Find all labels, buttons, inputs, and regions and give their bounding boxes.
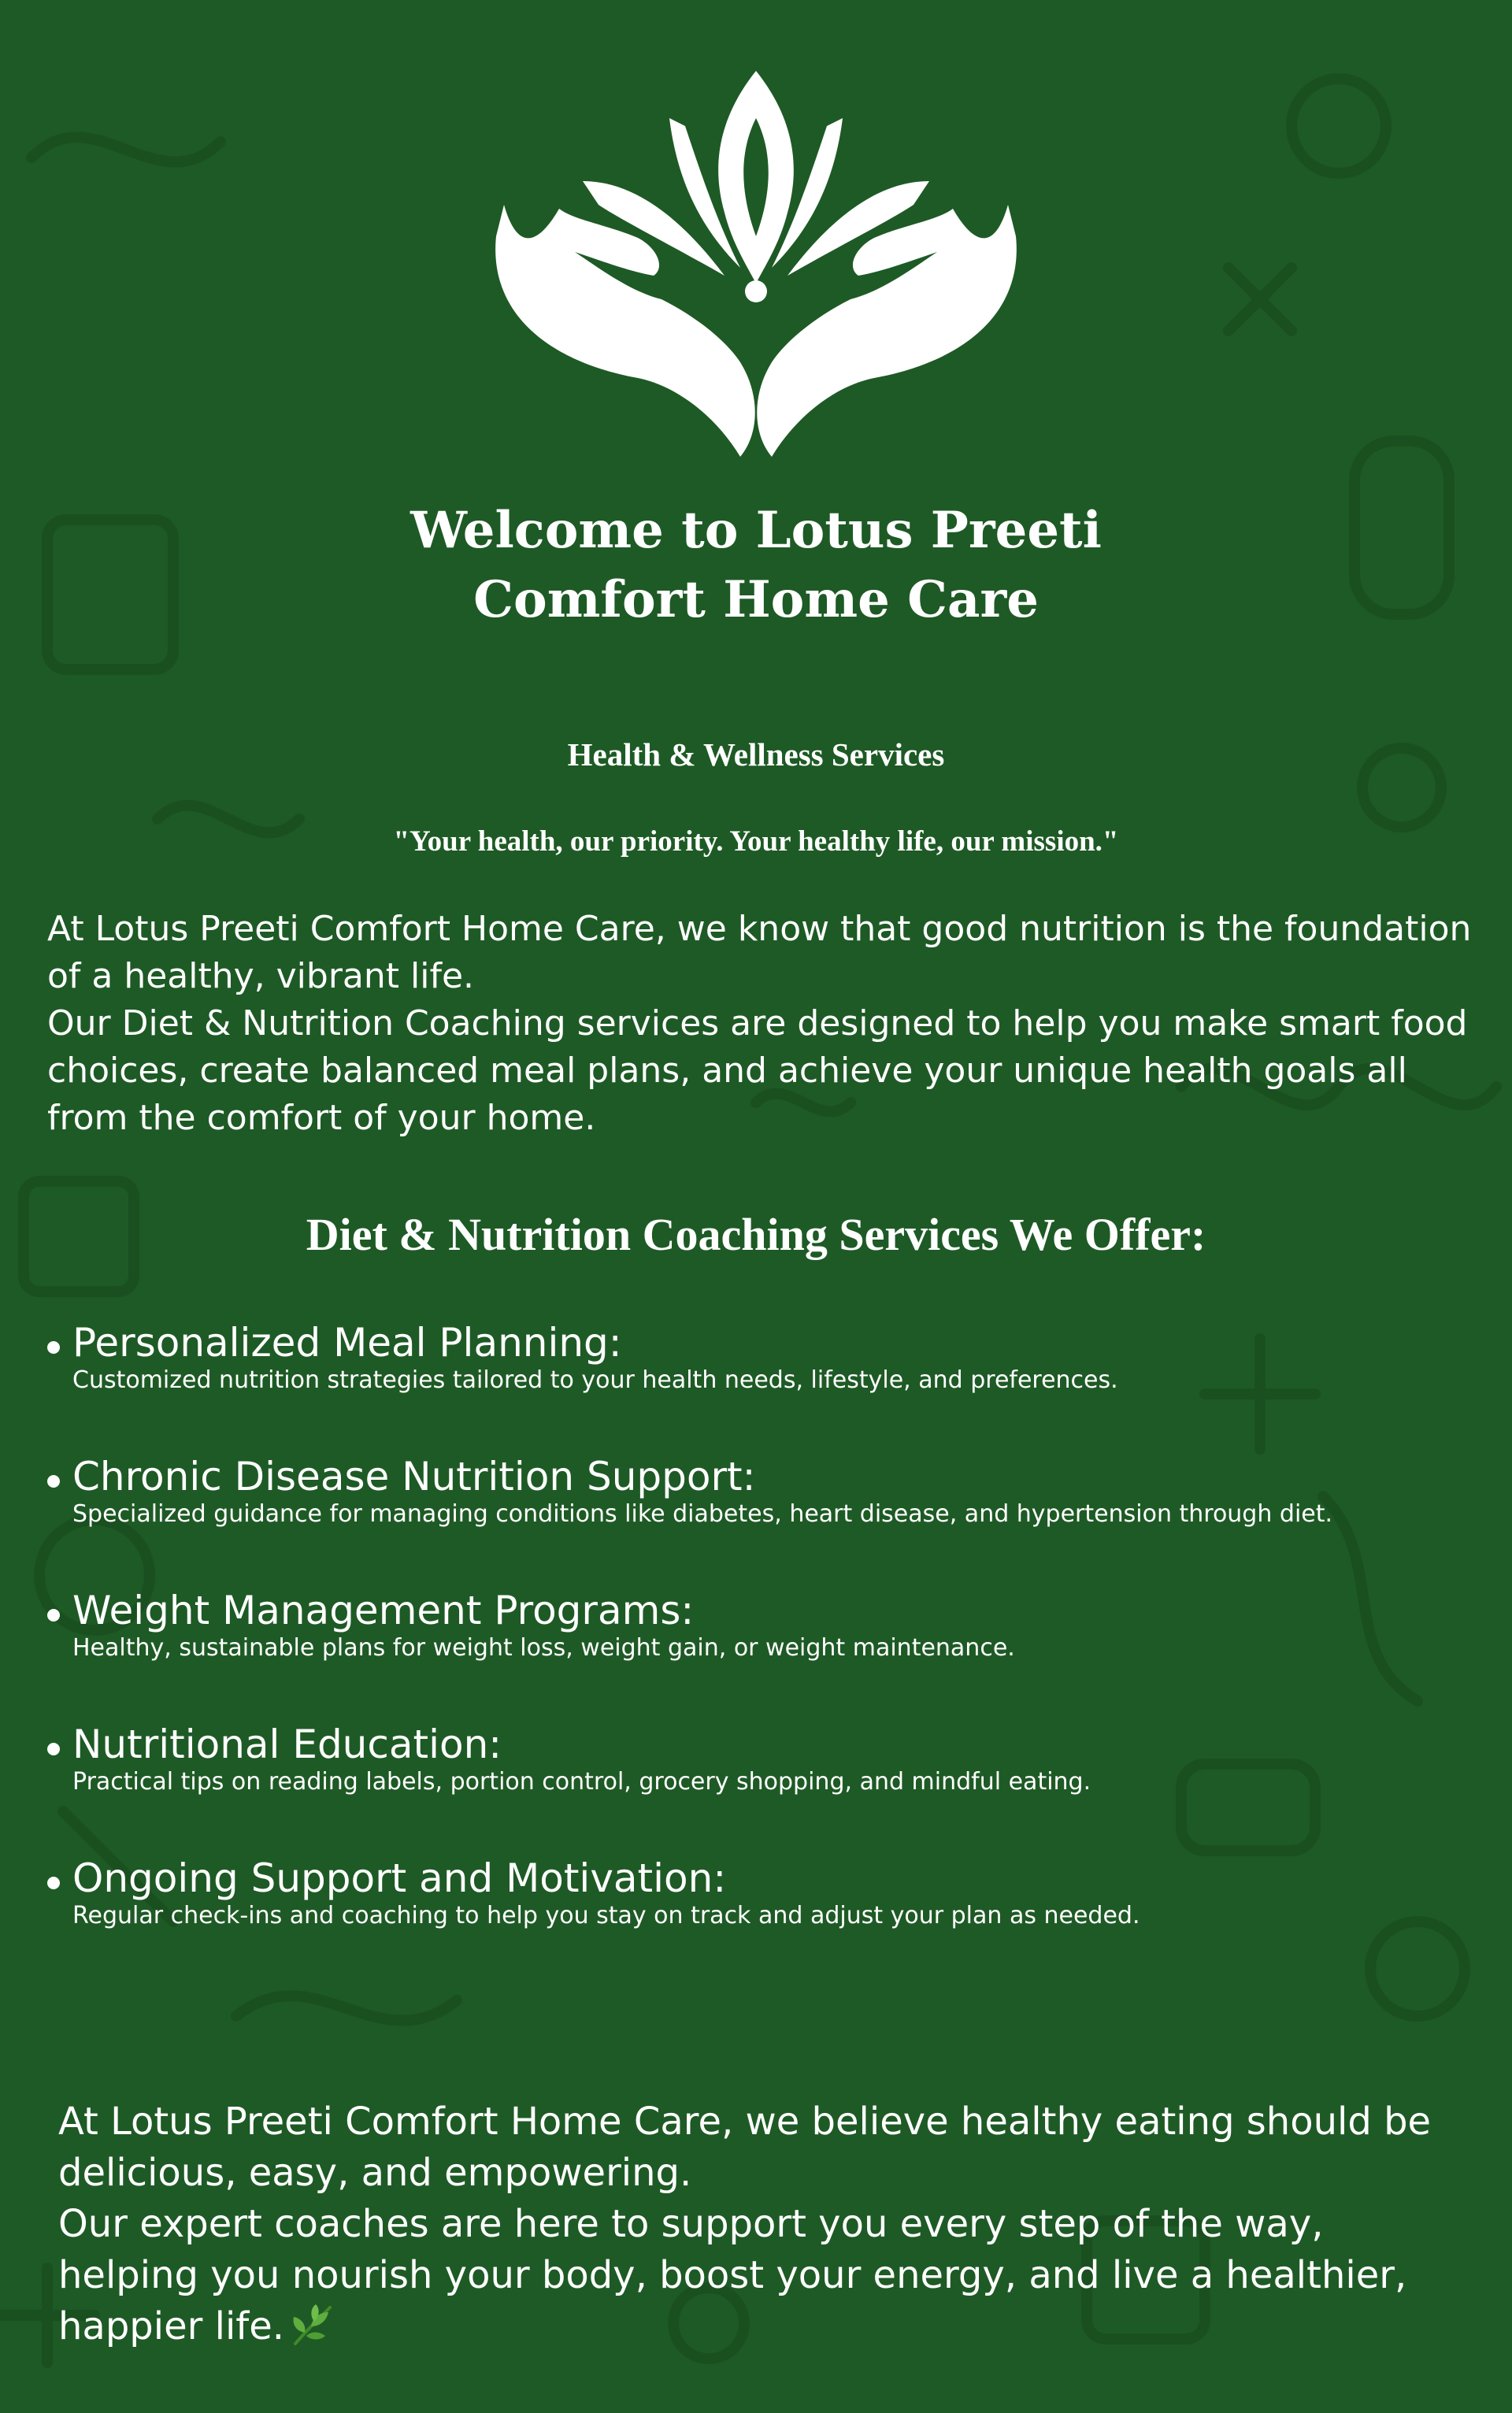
service-title: Personalized Meal Planning: [72, 1320, 622, 1366]
intro-paragraph-2: Our Diet & Nutrition Coaching services are designed to help you make smart food choices, create balanced meal plans, and achieve your unique health goals all from the comfort of your home. [47, 1003, 1468, 1138]
section-subtitle: Health & Wellness Services [567, 736, 945, 773]
bullet-icon [47, 1877, 60, 1889]
services-heading: Diet & Nutrition Coaching Services We Offer: [306, 1209, 1206, 1260]
bullet-icon [47, 1609, 60, 1622]
service-title: Ongoing Support and Motivation: [72, 1855, 727, 1901]
bullet-icon [47, 1475, 60, 1488]
welcome-title [0, 496, 1512, 635]
closing-paragraph-2-text: Our expert coaches are here to support you every step of the way, helping you nourish your body, boost your energy, and live a healthier, happier life. [58, 2202, 1407, 2348]
bullet-icon [47, 1341, 60, 1354]
lotus-hands-icon [488, 63, 1024, 473]
service-title: Chronic Disease Nutrition Support: [72, 1454, 756, 1499]
bullet-icon [47, 1743, 60, 1755]
tagline: "Your health, our priority. Your healthy life, our mission." [393, 825, 1119, 858]
closing-paragraph-2 [58, 2199, 1460, 2352]
service-description: Practical tips on reading labels, portion control, grocery shopping, and mindful eating. [72, 1768, 1091, 1796]
service-description: Healthy, sustainable plans for weight loss, weight gain, or weight maintenance. [72, 1634, 1015, 1662]
service-description: Customized nutrition strategies tailored to your health needs, lifestyle, and preferences. [72, 1366, 1118, 1394]
closing-paragraph-1: At Lotus Preeti Comfort Home Care, we believe healthy eating should be delicious, easy, and empowering. [58, 2100, 1432, 2195]
service-description: Specialized guidance for managing conditions like diabetes, heart disease, and hypertension through diet. [72, 1500, 1333, 1528]
service-description: Regular check-ins and coaching to help you stay on track and adjust your plan as needed. [72, 1902, 1140, 1929]
herb-leaf-icon [289, 2301, 336, 2348]
welcome-title-line1: Welcome to Lotus Preeti [410, 501, 1102, 560]
service-title: Weight Management Programs: [72, 1588, 695, 1633]
service-title: Nutritional Education: [72, 1722, 502, 1767]
intro-text [47, 906, 1480, 1142]
closing-text [58, 2096, 1460, 2352]
welcome-title-line2: Comfort Home Care [473, 570, 1039, 629]
intro-paragraph-1: At Lotus Preeti Comfort Home Care, we know that good nutrition is the foundation of a healthy, vibrant life. [47, 909, 1472, 996]
